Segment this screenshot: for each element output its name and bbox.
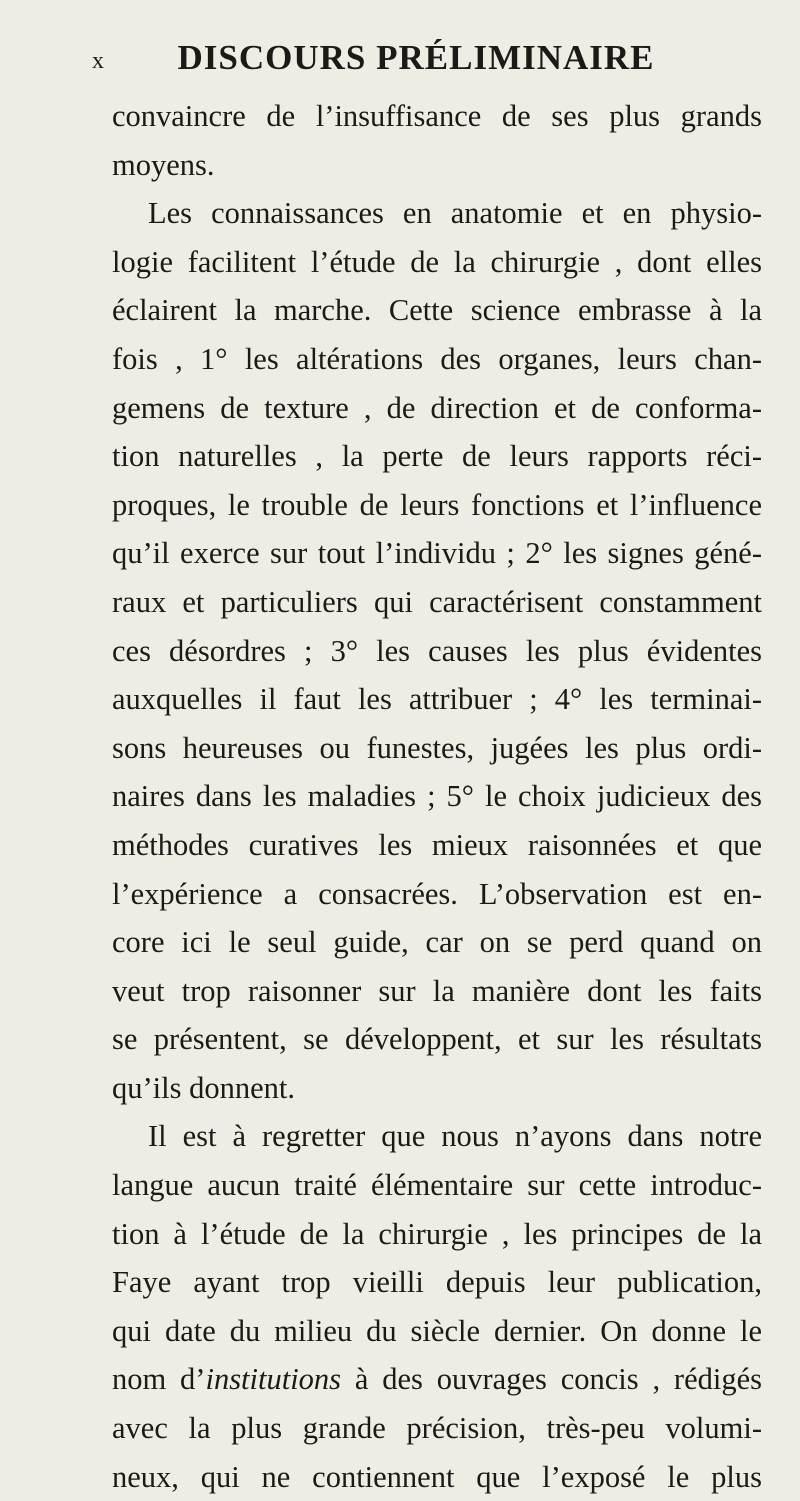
text-line: tion naturelles , la perte de leurs rapports réci-: [112, 439, 762, 474]
text-line: proques, le trouble de leurs fonctions et l’influence: [112, 487, 762, 522]
text-line: convaincre de l’insuffisance de ses plus grands: [112, 99, 762, 133]
text-line: logie facilitent l’étude de la chirurgie , dont elles: [112, 244, 762, 279]
text-line: langue aucun traité élémentaire sur cette introduc-: [112, 1168, 762, 1203]
text-line: qu’ils donnent.: [112, 1070, 295, 1105]
page-number: x: [92, 48, 104, 74]
text-line: moyens.: [112, 147, 215, 182]
text-fragment: à des ouvrages concis , rédigés: [341, 1362, 762, 1397]
body-text: [112, 92, 762, 1501]
text-line: sons heureuses ou funestes, jugées les plus ordi-: [112, 730, 762, 765]
text-line: Les connaissances en anatomie et en physio-: [148, 196, 762, 231]
text-line: l’expérience a consacrées. L’observation est en-: [112, 876, 762, 911]
text-line: éclairent la marche. Cette science embrasse à la: [112, 293, 762, 328]
text-line: se présentent, se développent, et sur les résultats: [112, 1022, 762, 1057]
running-head: DISCOURS PRÉLIMINAIRE: [177, 38, 655, 77]
text-line: neux, qui ne contiennent que l’exposé le plus: [112, 1459, 762, 1494]
text-line: Il est à regretter que nous n’ayons dans notre: [148, 1119, 762, 1154]
italic-term: institutions: [205, 1362, 342, 1397]
text-line: qui date du milieu du siècle dernier. On donne le: [112, 1313, 762, 1348]
text-line: méthodes curatives les mieux raisonnées et que: [112, 827, 762, 862]
text-line: tion à l’étude de la chirurgie , les principes de la: [112, 1216, 762, 1251]
text-line: raux et particuliers qui caractérisent constamment: [112, 584, 762, 619]
text-line: core ici le seul guide, car on se perd quand on: [112, 925, 762, 960]
text-line: veut trop raisonner sur la manière dont les faits: [112, 973, 762, 1008]
page-header: [92, 38, 740, 88]
text-line: fois , 1° les altérations des organes, leurs chan-: [112, 341, 762, 376]
text-line: avec la plus grande précision, très-peu volumi-: [112, 1411, 762, 1446]
text-line: [112, 1355, 762, 1404]
text-line: qu’il exerce sur tout l’individu ; 2° les signes géné-: [112, 536, 762, 571]
text-line: gemens de texture , de direction et de conforma-: [112, 390, 762, 425]
text-line: naires dans les maladies ; 5° le choix judicieux des: [112, 779, 762, 814]
text-line: Faye ayant trop vieilli depuis leur publication,: [112, 1265, 762, 1300]
text-fragment: nom d’: [112, 1362, 206, 1397]
text-line: auxquelles il faut les attribuer ; 4° les terminai-: [112, 682, 762, 717]
text-line: ces désordres ; 3° les causes les plus évidentes: [112, 633, 762, 668]
